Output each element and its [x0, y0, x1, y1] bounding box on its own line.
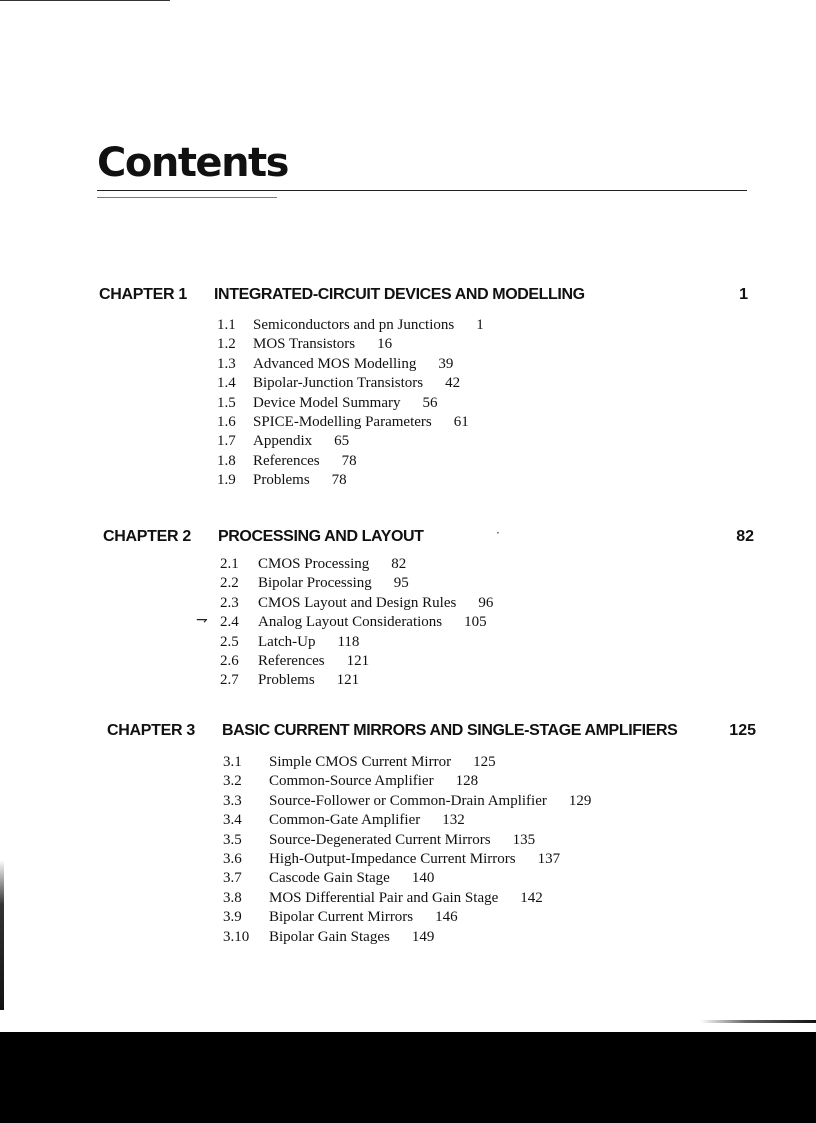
section-number: 3.8 [223, 889, 242, 906]
section-title: Bipolar Gain Stages [269, 928, 390, 945]
section-page: 125 [473, 754, 496, 770]
section-number: 3.6 [223, 850, 242, 867]
section-page: 128 [455, 773, 479, 790]
chapter-label: CHAPTER 3 [107, 722, 195, 739]
section-page: 96 [478, 594, 494, 611]
section-page: 132 [442, 812, 465, 829]
chapter-page: 125 [729, 722, 756, 739]
section-page: 42 [445, 375, 461, 392]
section-title: Simple CMOS Current Mirror [269, 754, 452, 770]
section-item [223, 928, 591, 947]
section-page: 129 [568, 792, 592, 809]
section-page: 39 [438, 355, 454, 372]
section-item [223, 811, 591, 830]
section-title: Latch-Up [258, 633, 316, 650]
section-number: 3.3 [223, 792, 242, 809]
scan-top-edge [0, 0, 170, 1]
section-title: References [258, 652, 325, 669]
section-item [220, 671, 493, 690]
section-item [220, 594, 493, 613]
section-page: 105 [464, 614, 487, 631]
section-item [217, 432, 484, 451]
section-page: 140 [411, 870, 435, 887]
handwritten-arrow-mark: ⇁ [196, 612, 208, 628]
section-title: Device Model Summary [253, 394, 401, 411]
section-title: MOS Differential Pair and Gain Stage [269, 889, 499, 906]
section-number: 1.4 [217, 375, 236, 392]
section-number: 2.2 [220, 575, 239, 592]
section-item [217, 316, 484, 335]
section-number: 2.6 [220, 652, 239, 669]
section-page: 56 [422, 394, 438, 411]
section-page: 65 [334, 433, 350, 450]
chapter-title: PROCESSING AND LAYOUT [218, 528, 424, 545]
chapter-title: INTEGRATED-CIRCUIT DEVICES AND MODELLING [214, 286, 585, 303]
section-page: 135 [512, 831, 536, 848]
section-title: Bipolar-Junction Transistors [253, 375, 424, 392]
section-item [217, 471, 484, 490]
scan-smudge [700, 1020, 816, 1023]
section-item [223, 753, 591, 772]
section-title: Analog Layout Considerations [258, 614, 443, 631]
section-number: 3.7 [223, 870, 242, 887]
section-item [217, 394, 484, 413]
section-number: 1.1 [217, 317, 236, 333]
chapter-page: 82 [736, 528, 754, 545]
section-number: 1.8 [217, 452, 236, 469]
section-title: Semiconductors and pn Junctions [253, 317, 455, 333]
section-number: 2.4 [220, 614, 239, 631]
section-page: 121 [346, 652, 370, 669]
section-page: 137 [537, 850, 561, 867]
chapter-page: 1 [739, 286, 748, 303]
section-title: SPICE-Modelling Parameters [253, 413, 432, 430]
section-page: 78 [341, 452, 357, 469]
section-page: 1 [476, 317, 484, 333]
section-title: Common-Source Amplifier [269, 773, 434, 790]
section-number: 3.5 [223, 831, 242, 848]
chapter-label: CHAPTER 2 [103, 528, 191, 545]
section-number: 3.9 [223, 909, 242, 926]
section-page: 82 [391, 556, 407, 572]
chapter-label: CHAPTER 1 [99, 286, 187, 303]
page-title: Contents [97, 140, 288, 186]
section-number: 1.9 [217, 472, 236, 489]
section-page: 121 [336, 672, 360, 689]
section-item [217, 413, 484, 432]
section-title: CMOS Layout and Design Rules [258, 594, 457, 611]
section-item [223, 908, 591, 927]
chapter-title: BASIC CURRENT MIRRORS AND SINGLE-STAGE AMPLIFIERS [222, 722, 678, 739]
section-page: 146 [435, 909, 458, 926]
section-list [217, 316, 484, 491]
section-page: 118 [337, 633, 360, 650]
section-page: 142 [520, 889, 543, 906]
section-title: Bipolar Processing [258, 575, 372, 592]
title-rule [97, 190, 747, 191]
section-item [220, 652, 493, 671]
section-item [217, 335, 484, 354]
section-title: CMOS Processing [258, 556, 370, 572]
section-number: 3.2 [223, 773, 242, 790]
section-list [220, 555, 493, 691]
scan-bottom-band [0, 1032, 816, 1123]
section-list [223, 753, 591, 947]
title-rule-shadow [97, 197, 277, 198]
section-item [220, 633, 493, 652]
section-number: 1.3 [217, 355, 236, 372]
section-page: 149 [411, 928, 435, 945]
section-page: 95 [393, 575, 409, 592]
section-title: Advanced MOS Modelling [253, 355, 417, 372]
section-title: Appendix [253, 433, 313, 450]
section-title: Problems [253, 472, 310, 489]
section-item [223, 889, 591, 908]
scan-left-edge [0, 860, 4, 1010]
section-number: 1.6 [217, 413, 236, 430]
section-number: 2.5 [220, 633, 239, 650]
section-number: 2.7 [220, 672, 239, 689]
section-title: Common-Gate Amplifier [269, 812, 421, 829]
section-item [223, 869, 591, 888]
section-item [220, 613, 493, 632]
section-page: 61 [453, 413, 469, 430]
section-item [220, 555, 493, 574]
section-item [217, 374, 484, 393]
section-title: Source-Follower or Common-Drain Amplifier [269, 792, 547, 809]
section-item [223, 792, 591, 811]
section-page: 78 [331, 472, 347, 489]
section-item [223, 850, 591, 869]
section-item [217, 452, 484, 471]
stray-mark: · [496, 526, 500, 540]
section-title: Source-Degenerated Current Mirrors [269, 831, 491, 848]
section-number: 2.3 [220, 594, 239, 611]
section-number: 3.1 [223, 754, 242, 770]
section-number: 3.4 [223, 812, 242, 829]
section-item [223, 772, 591, 791]
section-number: 1.7 [217, 433, 236, 450]
section-page: 16 [377, 336, 393, 353]
section-title: Problems [258, 672, 315, 689]
section-number: 1.2 [217, 336, 236, 353]
section-title: Cascode Gain Stage [269, 870, 390, 887]
section-number: 1.5 [217, 394, 236, 411]
section-number: 2.1 [220, 556, 239, 572]
section-item [217, 355, 484, 374]
section-title: High-Output-Impedance Current Mirrors [269, 850, 516, 867]
section-title: Bipolar Current Mirrors [269, 909, 414, 926]
section-title: References [253, 452, 320, 469]
section-title: MOS Transistors [253, 336, 356, 353]
section-number: 3.10 [223, 928, 250, 945]
section-item [223, 831, 591, 850]
section-item [220, 574, 493, 593]
